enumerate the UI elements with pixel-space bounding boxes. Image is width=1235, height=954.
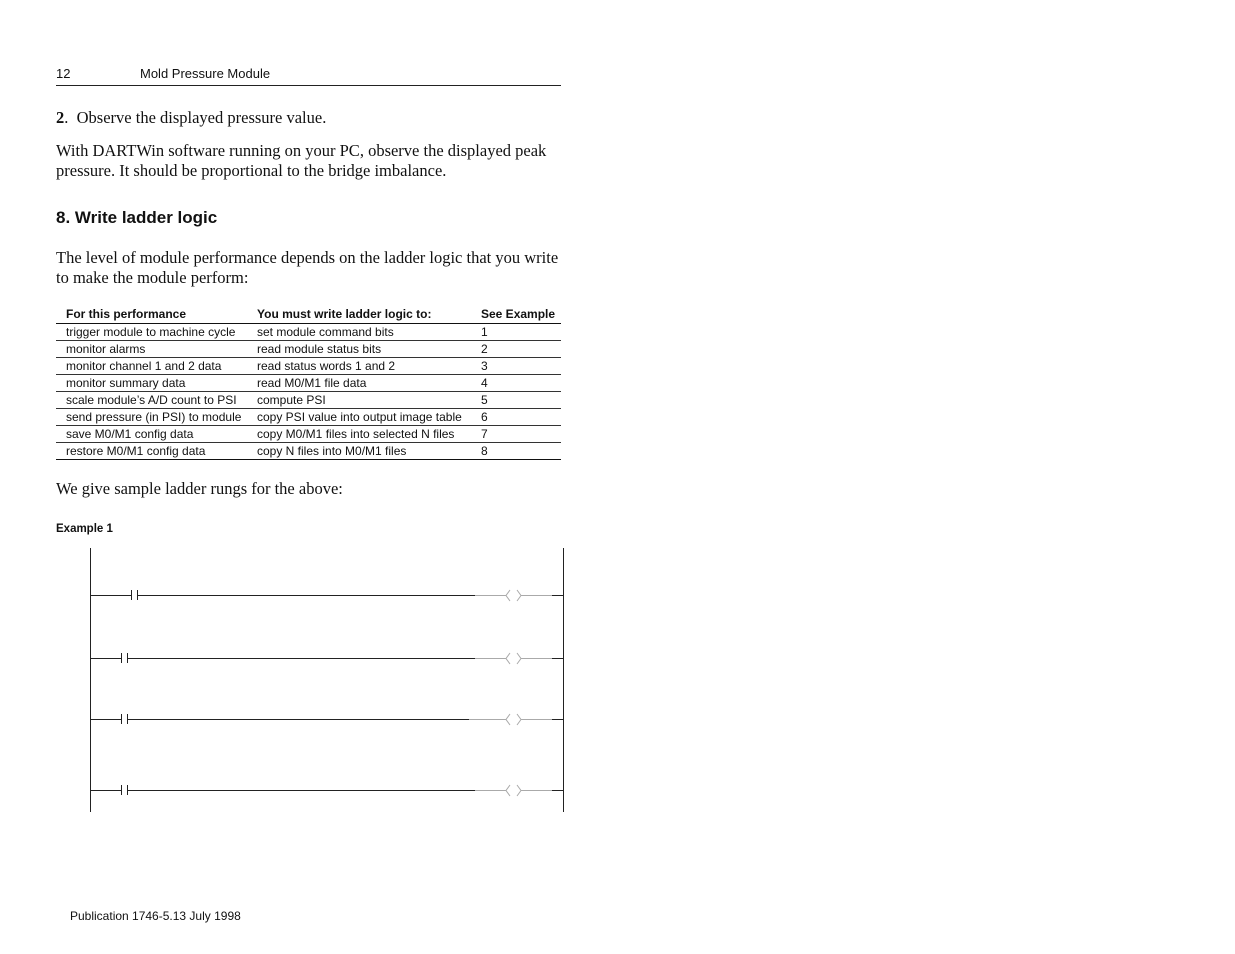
step-instruction: 2. Observe the displayed pressure value. [56, 108, 327, 127]
table-cell: read module status bits [247, 341, 471, 358]
table-cell: copy M0/M1 files into selected N files [247, 426, 471, 443]
table-cell: monitor alarms [56, 341, 247, 358]
table-cell: 8 [471, 443, 561, 460]
section-title: 8. Write ladder logic [56, 208, 218, 227]
step-text: Observe the displayed pressure value. [76, 108, 327, 127]
normally-open-contact-icon [122, 653, 128, 663]
ladder-rung [91, 590, 563, 601]
table-cell: send pressure (in PSI) to module [56, 409, 247, 426]
table-cell: 6 [471, 409, 561, 426]
table-cell: save M0/M1 config data [56, 426, 247, 443]
ladder-rung [91, 785, 563, 796]
table-cell: 2 [471, 341, 561, 358]
paragraph-performance: The level of module performance depends on the ladder logic that you write to make the module perform: [56, 248, 559, 287]
table-cell: restore M0/M1 config data [56, 443, 247, 460]
table-cell: compute PSI [247, 392, 471, 409]
table-cell: copy N files into M0/M1 files [247, 443, 471, 460]
table-cell: read status words 1 and 2 [247, 358, 471, 375]
column-header-performance: For this performance [56, 305, 247, 324]
table-cell: scale module’s A/D count to PSI [56, 392, 247, 409]
ladder-rung [91, 714, 563, 725]
table-cell: 7 [471, 426, 561, 443]
output-coil-icon [506, 785, 521, 796]
step-number: 2 [56, 108, 65, 127]
normally-open-contact-icon [122, 714, 128, 724]
table-cell: read M0/M1 file data [247, 375, 471, 392]
normally-open-contact-icon [132, 590, 138, 600]
output-coil-icon [506, 653, 521, 664]
table-cell: set module command bits [247, 324, 471, 341]
table-cell: 5 [471, 392, 561, 409]
ladder-rung [91, 653, 563, 664]
table-cell: 1 [471, 324, 561, 341]
table-cell: 4 [471, 375, 561, 392]
table-cell: copy PSI value into output image table [247, 409, 471, 426]
normally-open-contact-icon [122, 785, 128, 795]
table-cell: monitor channel 1 and 2 data [56, 358, 247, 375]
table-cell: trigger module to machine cycle [56, 324, 247, 341]
paragraph-peak-pressure: With DARTWin software running on your PC, observe the displayed peak pressure. It should be proportional to the bridge imbalance. [56, 141, 547, 180]
example-label: Example 1 [56, 523, 113, 535]
publication-footer: Publication 1746-5.13 July 1998 [70, 909, 241, 923]
running-header-title: Mold Pressure Module [140, 66, 271, 81]
column-header-example: See Example [471, 305, 561, 324]
column-header-ladder-logic: You must write ladder logic to: [247, 305, 471, 324]
output-coil-icon [506, 714, 521, 725]
table-cell: 3 [471, 358, 561, 375]
output-coil-icon [506, 590, 521, 601]
page-number: 12 [56, 66, 71, 81]
table-cell: monitor summary data [56, 375, 247, 392]
paragraph-sample-rungs: We give sample ladder rungs for the above: [56, 479, 343, 498]
